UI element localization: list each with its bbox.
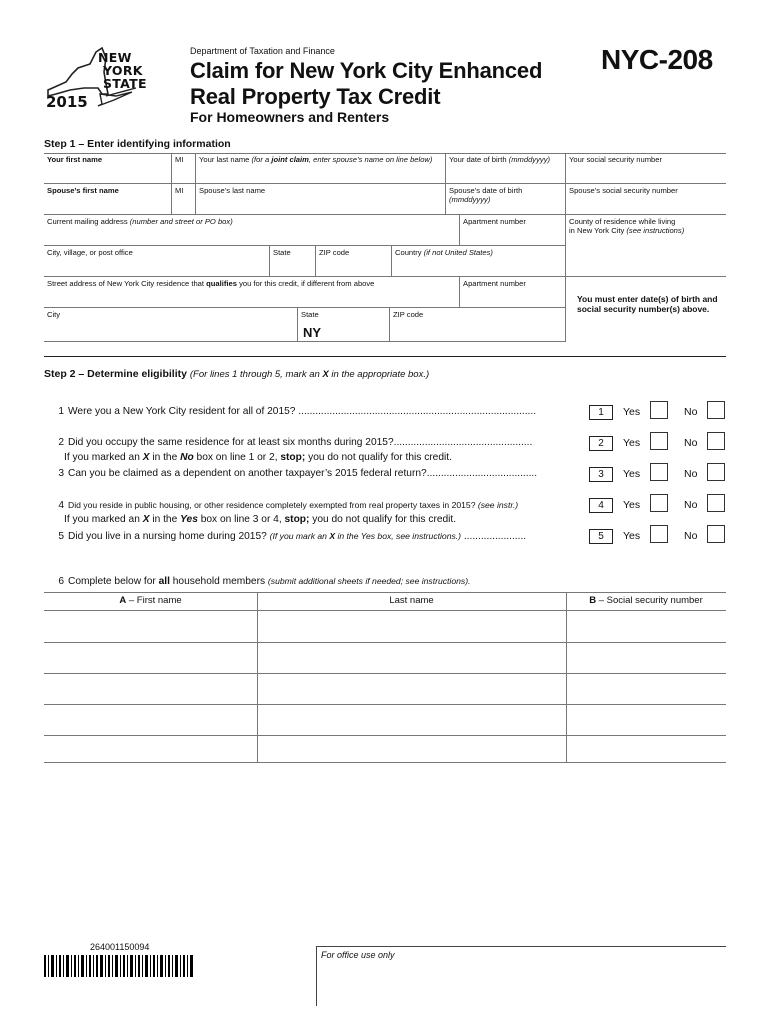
q1-yes-label: Yes bbox=[623, 406, 641, 418]
q4-note-d: you do not qualify for this credit. bbox=[309, 514, 457, 525]
city-label: City, village, or post office bbox=[47, 248, 133, 257]
member-first-name-input[interactable] bbox=[44, 674, 257, 704]
must-enter-note: You must enter date(s) of birth and social security number(s) above. bbox=[577, 294, 718, 314]
q4-note: (see instr.) bbox=[477, 500, 519, 510]
q1-no-label: No bbox=[684, 406, 698, 418]
member-ssn-input[interactable] bbox=[567, 705, 726, 735]
q4-note-b: in the bbox=[149, 514, 181, 525]
member-last-name-input[interactable] bbox=[258, 643, 566, 673]
col-a-label: – First name bbox=[126, 595, 182, 606]
logo-new: NEW bbox=[98, 50, 132, 65]
step2-note-x: X bbox=[322, 369, 329, 380]
q3-text: Can you be claimed as a dependent on another taxpayer’s 2015 federal return?....................................... bbox=[68, 468, 538, 479]
qualifying-zip-field[interactable] bbox=[390, 308, 566, 342]
member-ssn-input[interactable] bbox=[567, 736, 726, 762]
logo-state: STATE bbox=[103, 76, 147, 91]
q5-note-a: (If you mark an bbox=[269, 531, 330, 541]
q5-no-label: No bbox=[684, 530, 698, 542]
table-row-line bbox=[44, 762, 726, 763]
q5-number: 5 bbox=[58, 531, 64, 542]
line-6-number: 6 bbox=[58, 576, 64, 587]
col-first-name-header bbox=[44, 592, 257, 610]
department-name: Department of Taxation and Finance bbox=[190, 46, 335, 56]
dob-format: (mmddyyyy) bbox=[508, 155, 551, 164]
q4-yes-checkbox[interactable] bbox=[650, 494, 668, 512]
ssn-label: Your social security number bbox=[569, 155, 662, 164]
office-use-label: For office use only bbox=[321, 950, 395, 960]
mailing-address-note: (number and street or PO box) bbox=[129, 217, 233, 226]
q5-yes-checkbox[interactable] bbox=[650, 525, 668, 543]
q4-note-c: box on line 3 or 4, bbox=[197, 514, 285, 525]
member-first-name-input[interactable] bbox=[44, 643, 257, 673]
spouse-mi-label: MI bbox=[175, 186, 184, 195]
spouse-dob-label: Spouse’s date of birth bbox=[449, 186, 523, 195]
q4-no-label: No bbox=[684, 499, 698, 511]
q3-yes-label: Yes bbox=[623, 468, 641, 480]
col-a-prefix: A bbox=[119, 595, 127, 606]
q5-no-checkbox[interactable] bbox=[707, 525, 725, 543]
dob-label: Your date of birth bbox=[449, 155, 509, 164]
office-use-box bbox=[316, 946, 726, 1006]
form-title-line1: Claim for New York City Enhanced bbox=[190, 58, 543, 83]
spouse-dob-field[interactable] bbox=[446, 184, 566, 215]
col-ssn-header bbox=[566, 592, 726, 610]
q2-text: Did you occupy the same residence for at least six months during 2015?................................................. bbox=[68, 437, 533, 448]
col-b-label: – Social security number bbox=[596, 595, 703, 606]
q4-note-x: X bbox=[142, 514, 150, 525]
q4-stop-note bbox=[44, 514, 456, 526]
member-ssn-input[interactable] bbox=[567, 674, 726, 704]
form-subtitle: For Homeowners and Renters bbox=[190, 109, 390, 125]
line-6-text-a: Complete below for bbox=[68, 576, 159, 587]
q4-note-yes: Yes bbox=[180, 514, 198, 525]
question-3 bbox=[44, 468, 537, 480]
street-address-label: Street address of New York City residence that bbox=[47, 279, 207, 288]
ssn-field[interactable] bbox=[566, 153, 726, 184]
step2-note-end: in the appropriate box.) bbox=[328, 369, 430, 380]
dob-field[interactable] bbox=[446, 153, 566, 184]
member-first-name-input[interactable] bbox=[44, 736, 257, 762]
q3-yes-checkbox[interactable] bbox=[650, 463, 668, 481]
line-number-5: 5 bbox=[589, 529, 613, 544]
spouse-last-name-label: Spouse’s last name bbox=[199, 186, 266, 195]
spouse-ssn-field[interactable] bbox=[566, 184, 726, 215]
street-address-label-end: you for this credit, if different from above bbox=[236, 279, 375, 288]
q2-note-d: you do not qualify for this credit. bbox=[305, 452, 452, 463]
question-2 bbox=[44, 437, 532, 449]
qualifying-city-field[interactable] bbox=[44, 308, 298, 342]
q5-dots: ...................... bbox=[461, 531, 527, 542]
form-number: NYC-208 bbox=[601, 44, 713, 75]
q4-number: 4 bbox=[58, 500, 64, 511]
question-1 bbox=[44, 406, 536, 418]
state-label: State bbox=[273, 248, 291, 257]
q4-note-stop: stop; bbox=[284, 514, 310, 525]
q2-no-label: No bbox=[684, 437, 698, 449]
member-first-name-input[interactable] bbox=[44, 611, 257, 642]
col-last-name-header: Last name bbox=[389, 595, 434, 606]
step1-heading: Step 1 – Enter identifying information bbox=[44, 138, 231, 150]
q2-note-no: No bbox=[180, 452, 194, 463]
step2-title: Step 2 – Determine eligibility bbox=[44, 368, 190, 380]
state-field[interactable] bbox=[270, 246, 316, 277]
qualifying-street-address-field[interactable] bbox=[44, 277, 460, 308]
spouse-ssn-label: Spouse’s social security number bbox=[569, 186, 678, 195]
mi-field[interactable] bbox=[172, 153, 196, 184]
q5-text: Did you live in a nursing home during 2015? bbox=[68, 531, 270, 542]
question-4 bbox=[44, 499, 518, 512]
q2-note-stop: stop; bbox=[280, 452, 306, 463]
q4-text: Did you reside in public housing, or other residence completely exempted from real property taxes in 2015? bbox=[68, 500, 478, 510]
country-note: (if not United States) bbox=[423, 248, 493, 257]
member-ssn-input[interactable] bbox=[567, 643, 726, 673]
q4-no-checkbox[interactable] bbox=[707, 494, 725, 512]
last-name-field[interactable] bbox=[196, 153, 446, 184]
line-6-all: all bbox=[158, 576, 170, 587]
q5-yes-label: Yes bbox=[623, 530, 641, 542]
county-of-residence-field[interactable] bbox=[566, 215, 726, 277]
line-6-instruction bbox=[44, 575, 470, 588]
county-label-line2: in New York City bbox=[569, 226, 627, 235]
q2-yes-label: Yes bbox=[623, 437, 641, 449]
city-field[interactable] bbox=[44, 246, 270, 277]
member-last-name-input[interactable] bbox=[258, 736, 566, 762]
line-number-4: 4 bbox=[589, 498, 613, 513]
member-last-name-input[interactable] bbox=[258, 705, 566, 735]
barcode-icon bbox=[44, 955, 194, 977]
barcode-graphic bbox=[44, 955, 194, 977]
qualifying-apartment-label: Apartment number bbox=[463, 279, 526, 288]
q2-number: 2 bbox=[58, 437, 64, 448]
qualifying-state-value: NY bbox=[303, 325, 322, 340]
apartment-number-label: Apartment number bbox=[463, 217, 526, 226]
q4-note-a: If you marked an bbox=[64, 514, 143, 525]
mi-label: MI bbox=[175, 155, 184, 164]
q2-yes-checkbox[interactable] bbox=[650, 432, 668, 450]
line-number-2: 2 bbox=[589, 436, 613, 451]
step2-note: (For lines 1 through 5, mark an bbox=[189, 369, 323, 380]
q2-note-c: box on line 1 or 2, bbox=[193, 452, 281, 463]
q1-no-checkbox[interactable] bbox=[707, 401, 725, 419]
qualifying-zip-label: ZIP code bbox=[393, 310, 424, 319]
country-label: Country bbox=[395, 248, 424, 257]
step2-heading bbox=[44, 368, 429, 380]
col-b-prefix: B bbox=[589, 595, 597, 606]
barcode-number: 264001150094 bbox=[90, 942, 150, 952]
member-first-name-input[interactable] bbox=[44, 705, 257, 735]
q2-no-checkbox[interactable] bbox=[707, 432, 725, 450]
first-name-field[interactable] bbox=[44, 153, 172, 184]
q1-yes-checkbox[interactable] bbox=[650, 401, 668, 419]
step1-bottom-rule bbox=[44, 356, 726, 357]
last-name-label: Your last name bbox=[199, 155, 252, 164]
q2-stop-note bbox=[44, 452, 452, 464]
q5-note-b: in the Yes box, see instructions.) bbox=[335, 531, 462, 541]
mailing-address-label: Current mailing address bbox=[47, 217, 130, 226]
qualifying-apartment-field[interactable] bbox=[460, 277, 566, 308]
q1-text: Were you a New York City resident for all of 2015? .................................................................................... bbox=[68, 406, 537, 417]
logo-york: YORK bbox=[103, 63, 143, 78]
logo-year: 2015 bbox=[46, 93, 88, 111]
q1-number: 1 bbox=[58, 406, 64, 417]
q3-no-label: No bbox=[684, 468, 698, 480]
mailing-address-field[interactable] bbox=[44, 215, 460, 246]
qualifying-city-label: City bbox=[47, 310, 61, 319]
member-last-name-input[interactable] bbox=[258, 611, 566, 642]
spouse-mi-field[interactable] bbox=[172, 184, 196, 215]
spouse-dob-format: (mmddyyyy) bbox=[449, 195, 491, 204]
spouse-last-name-field[interactable] bbox=[196, 184, 446, 215]
question-5 bbox=[44, 530, 526, 543]
line-6-text-b: household members bbox=[169, 576, 268, 587]
zip-code-label: ZIP code bbox=[319, 248, 350, 257]
q2-note-b: in the bbox=[149, 452, 181, 463]
member-ssn-input[interactable] bbox=[567, 611, 726, 642]
q2-note-x: X bbox=[142, 452, 150, 463]
qualifying-state-label: State bbox=[301, 310, 319, 319]
q4-yes-label: Yes bbox=[623, 499, 641, 511]
q3-number: 3 bbox=[58, 468, 64, 479]
spouse-first-name-field[interactable] bbox=[44, 184, 172, 215]
line-6-note: (submit additional sheets if needed; see instructions). bbox=[267, 576, 471, 586]
joint-claim-label: joint claim bbox=[271, 155, 309, 164]
q2-note-a: If you marked an bbox=[64, 452, 143, 463]
q5-note-x: X bbox=[329, 531, 336, 541]
last-name-note-end: , enter spouse’s name on line below) bbox=[308, 155, 433, 164]
line-number-1: 1 bbox=[589, 405, 613, 420]
zip-code-field[interactable] bbox=[316, 246, 392, 277]
line-number-3: 3 bbox=[589, 467, 613, 482]
q3-no-checkbox[interactable] bbox=[707, 463, 725, 481]
qualifies-label: qualifies bbox=[206, 279, 237, 288]
member-last-name-input[interactable] bbox=[258, 674, 566, 704]
last-name-note: (for a bbox=[251, 155, 272, 164]
county-note: (see instructions) bbox=[626, 226, 685, 235]
spouse-first-name-label: Spouse’s first name bbox=[47, 186, 119, 195]
first-name-label: Your first name bbox=[47, 155, 103, 164]
form-title-line2: Real Property Tax Credit bbox=[190, 84, 441, 109]
apartment-number-field[interactable] bbox=[460, 215, 566, 246]
country-field[interactable] bbox=[392, 246, 566, 277]
county-label: County of residence while living bbox=[569, 217, 676, 226]
